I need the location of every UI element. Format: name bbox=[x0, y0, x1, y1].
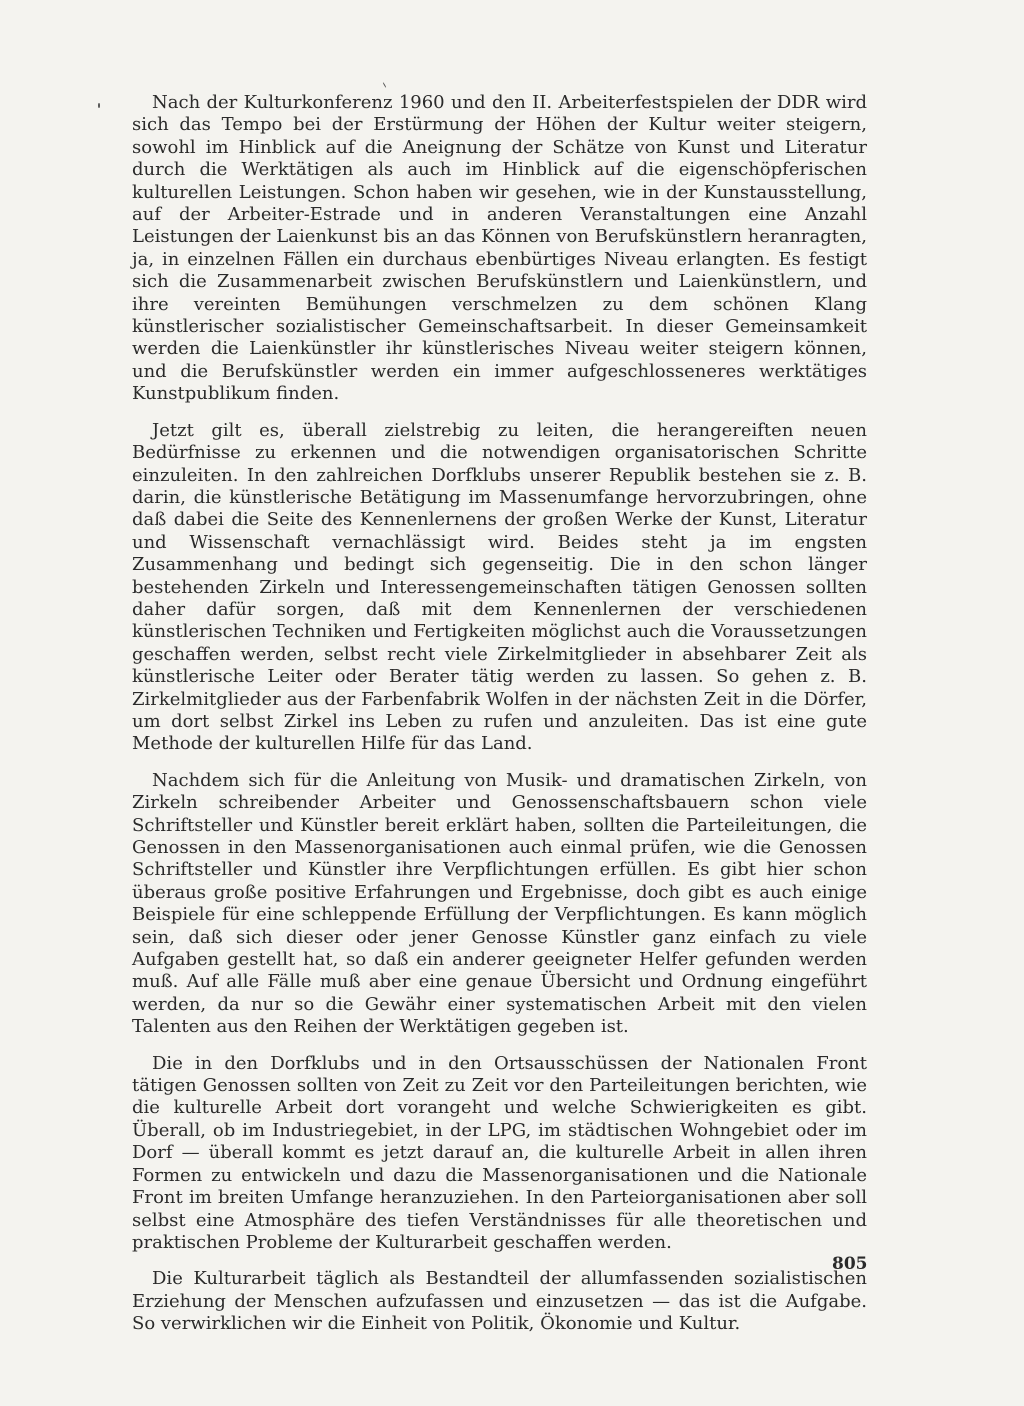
scan-speck bbox=[98, 103, 100, 108]
paragraph-2: Jetzt gilt es, überall zielstrebig zu leiten, die herangereiften neuen Bedürfnisse zu erkennen und die notwendigen organisatorischen Schritte einzuleiten. In den zahlreichen Dorfklubs unserer Republik bestehen sie z. B. darin, die künstlerische Betätigung im Massenumfange hervorzubringen, ohne daß dabei die Seite des Kennenlernens der großen Werke der Kunst, Literatur und Wissenschaft vernachlässigt wird. Beides steht ja im engsten Zusammenhang und bedingt sich gegenseitig. Die in den schon länger bestehenden Zirkeln und Interessengemeinschaften tätigen Genossen sollten daher dafür sorgen, daß mit dem Kennenlernen der verschiedenen künstlerischen Techniken und Fertigkeiten möglichst auch die Voraussetzungen geschaffen werden, selbst recht viele Zirkelmitglieder in absehbarer Zeit als künstlerische Leiter oder Berater tätig werden zu lassen. So gehen z. B. Zirkelmitglieder aus der Farbenfabrik Wolfen in der nächsten Zeit in die Dörfer, um dort selbst Zirkel ins Leben zu rufen und anzuleiten. Das ist eine gute Methode der kulturellen Hilfe für das Land. bbox=[132, 419, 867, 755]
paragraph-1: Nach der Kulturkonferenz 1960 und den II. Arbeiterfestspielen der DDR wird sich das Tempo bei der Erstürmung der Höhen der Kultur weiter steigern, sowohl im Hinblick auf die Aneignung der Schätze von Kunst und Literatur durch die Werktätigen als auch im Hinblick auf die eigenschöpferischen kulturellen Leistungen. Schon haben wir gesehen, wie in der Kunstausstellung, auf der Arbeiter-Estrade und in anderen Veranstaltungen eine Anzahl Leistungen der Laienkunst bis an das Können von Berufskünstlern heranragten, ja, in einzelnen Fällen ein durchaus ebenbürtiges Niveau erlangten. Es festigt sich die Zusammenarbeit zwischen Berufskünstlern und Laienkünstlern, und ihre vereinten Bemühungen verschmelzen zu dem schönen Klang künstlerischer sozialistischer Gemeinschaftsarbeit. In dieser Gemeinsamkeit werden die Laienkünstler ihr künstlerisches Niveau weiter steigern können, und die Berufskünstler werden ein immer aufgeschlosseneres werktätiges Kunstpublikum finden. bbox=[132, 92, 867, 405]
paragraph-4: Die in den Dorfklubs und in den Ortsausschüssen der Nationalen Front tätigen Genossen sollten von Zeit zu Zeit vor den Parteileitungen berichten, wie die kulturelle Arbeit dort vorangeht und welche Schwierigkeiten es gibt. Überall, ob im Industriegebiet, in der LPG, im städtischen Wohngebiet oder im Dorf — überall kommt es jetzt darauf an, die kulturelle Arbeit in allen ihren Formen zu entwickeln und dazu die Massenorganisationen und die Nationale Front im breiten Umfange heranzuziehen. In den Parteiorganisationen aber soll selbst eine Atmosphäre des tiefen Verständnisses für alle theoretischen und praktischen Probleme der Kulturarbeit geschaffen werden. bbox=[132, 1052, 867, 1253]
page-number: 805 bbox=[832, 1254, 868, 1274]
body-text bbox=[132, 92, 867, 1350]
scan-speck bbox=[383, 82, 387, 88]
paragraph-3: Nachdem sich für die Anleitung von Musik- und dramatischen Zirkeln, von Zirkeln schreibender Arbeiter und Genossenschaftsbauern schon viele Schriftsteller und Künstler bereit erklärt haben, sollten die Parteileitungen, die Genossen in den Massenorganisationen auch einmal prüfen, wie die Genossen Schriftsteller und Künstler ihre Verpflichtungen erfüllen. Es gibt hier schon überaus große positive Erfahrungen und Ergebnisse, doch gibt es auch einige Beispiele für eine schleppende Erfüllung der Verpflichtungen. Es kann möglich sein, daß sich dieser oder jener Genosse Künstler ganz einfach zu viele Aufgaben gestellt hat, so daß ein anderer geeigneter Helfer gefunden werden muß. Auf alle Fälle muß aber eine genaue Übersicht und Ordnung eingeführt werden, da nur so die Gewähr einer systematischen Arbeit mit den vielen Talenten aus den Reihen der Werktätigen gegeben ist. bbox=[132, 769, 867, 1038]
paragraph-5: Die Kulturarbeit täglich als Bestandteil der allumfassenden sozialistischen Erziehung der Menschen aufzufassen und einzusetzen — das ist die Aufgabe. So verwirklichen wir die Einheit von Politik, Ökonomie und Kultur. bbox=[132, 1268, 867, 1335]
